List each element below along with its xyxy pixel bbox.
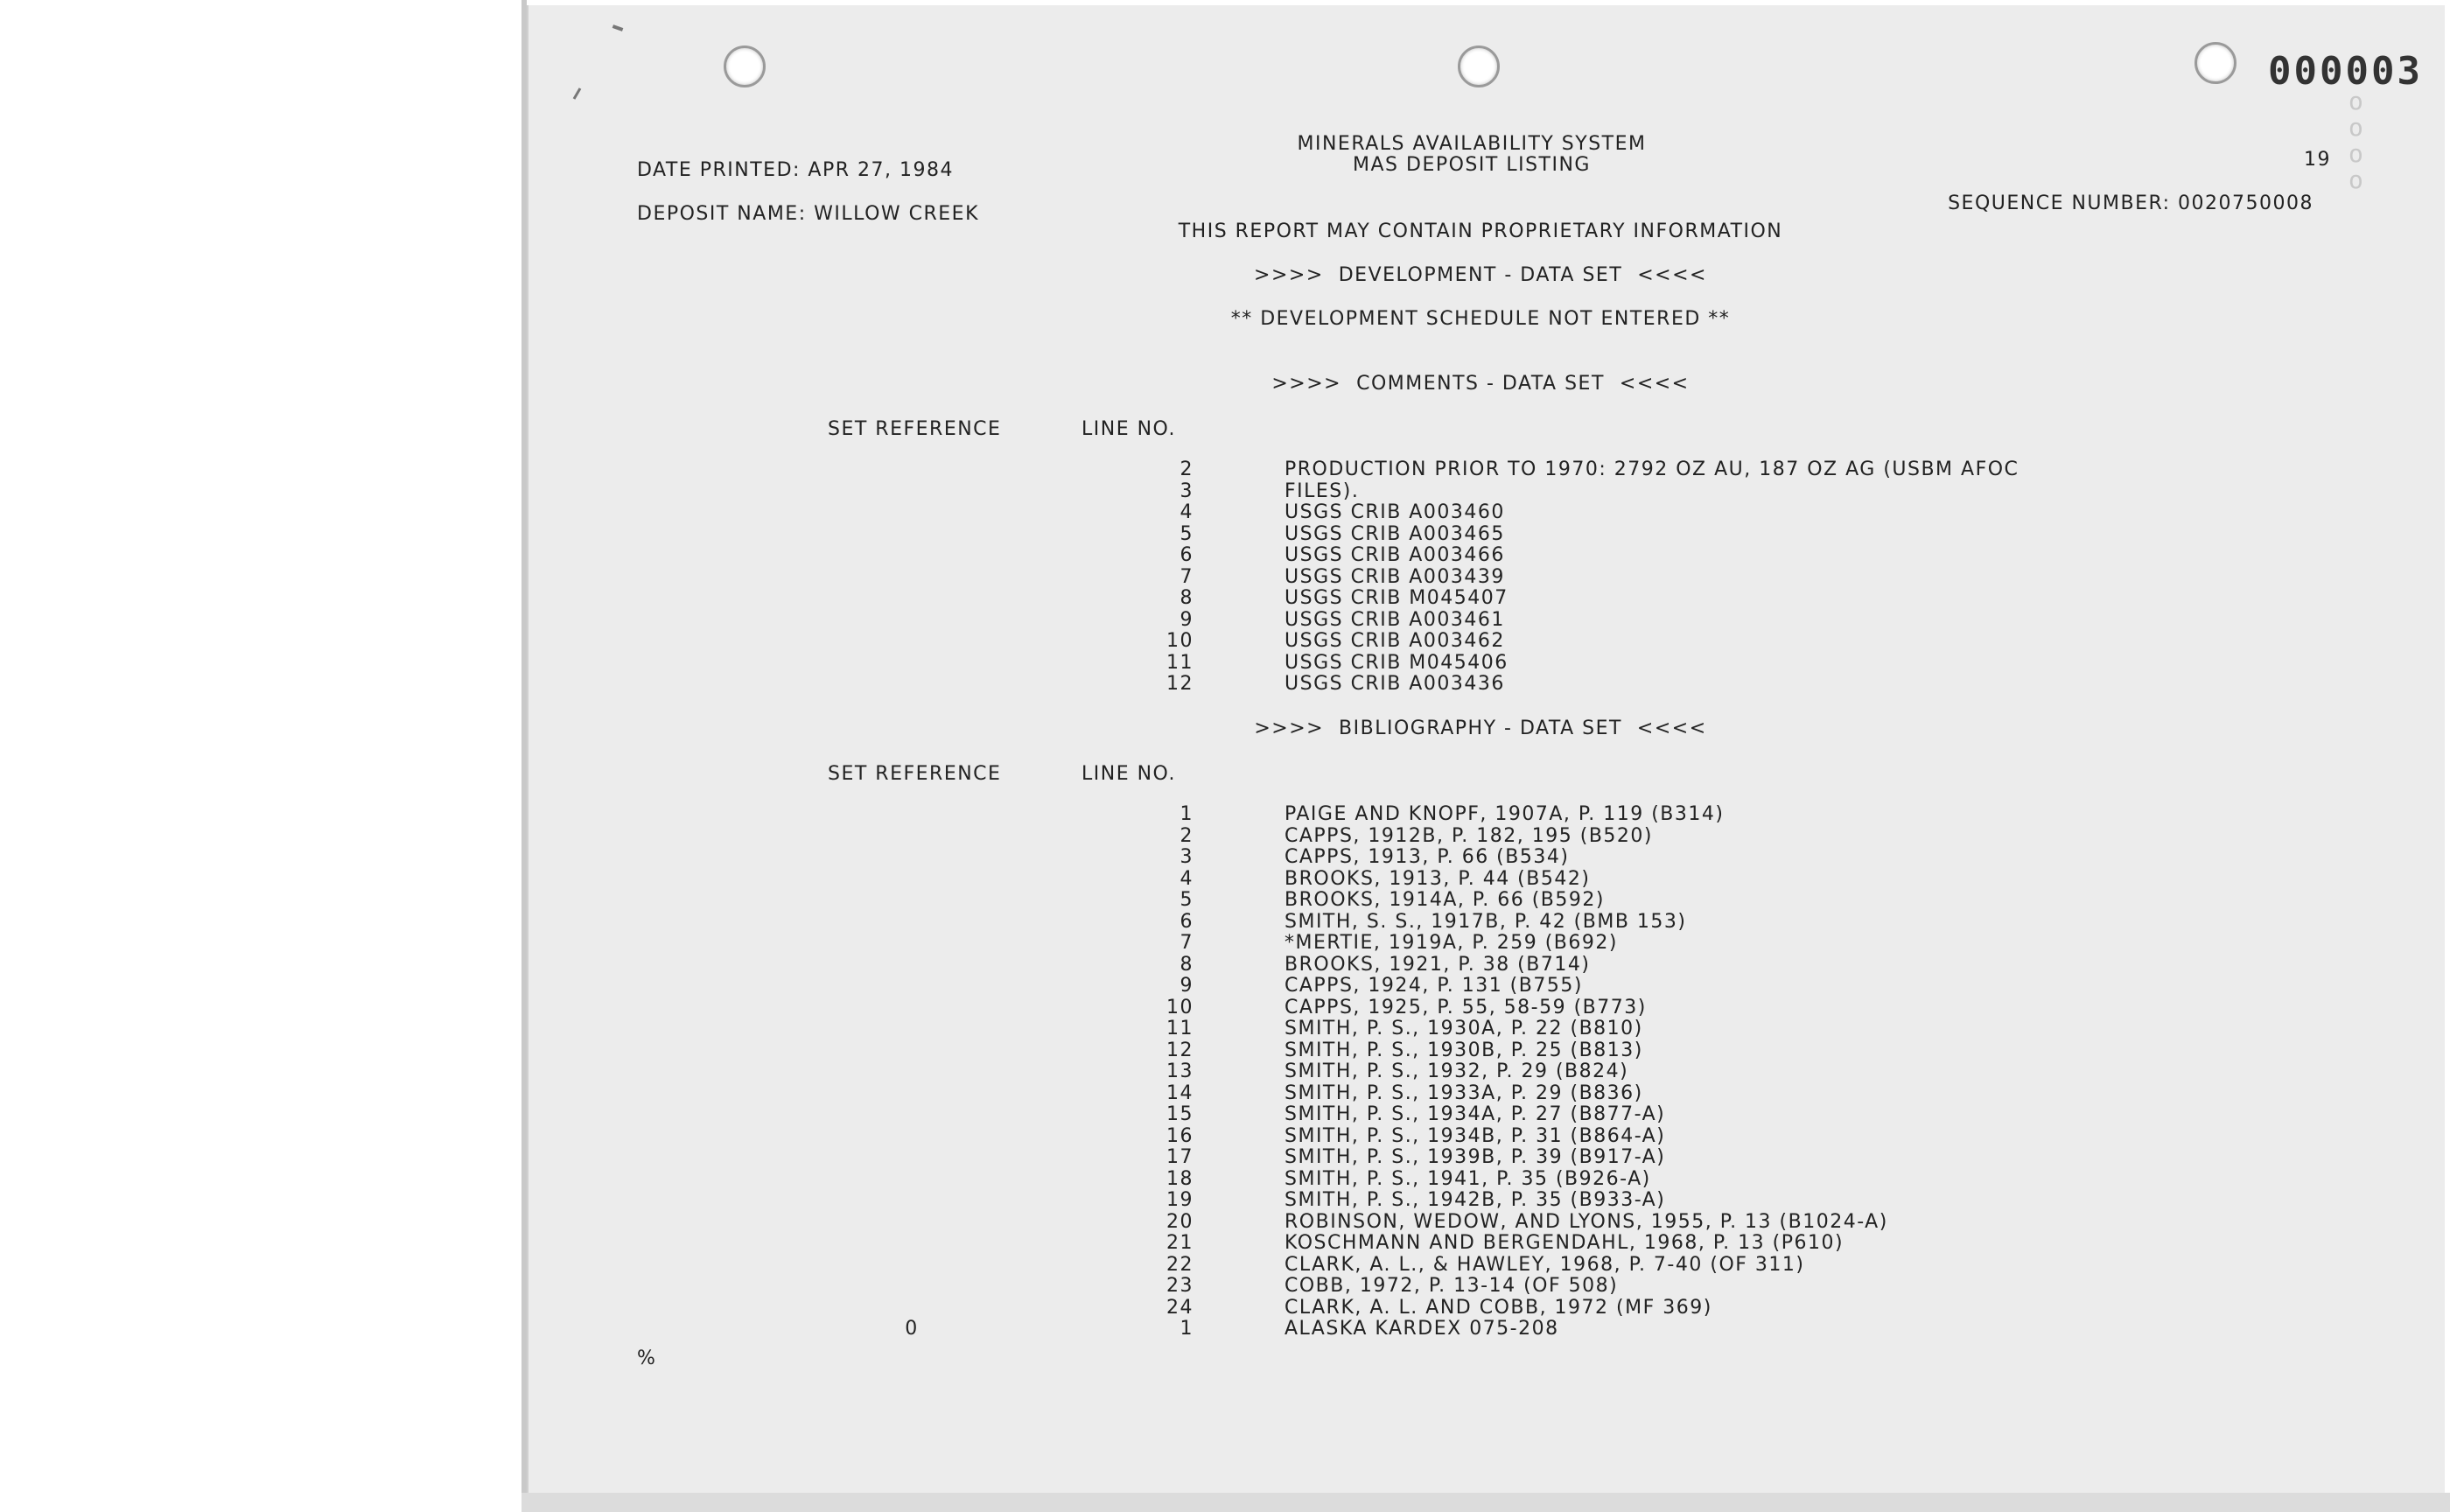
line-number-cell: 9 (1180, 975, 1194, 997)
entry-text-cell: FILES). (1284, 480, 1360, 502)
line-number-cell: 15 (1166, 1103, 1194, 1125)
table-row (528, 609, 2445, 631)
line-number-cell: 22 (1166, 1253, 1194, 1276)
bibliography-col-line-no: LINE NO. (1082, 763, 1176, 785)
entry-text-cell: KOSCHMANN AND BERGENDAHL, 1968, P. 13 (P610) (1284, 1232, 1844, 1254)
development-heading: >>>> DEVELOPMENT - DATA SET <<<< (1254, 264, 1707, 286)
table-row (528, 1211, 2445, 1233)
line-number-cell: 12 (1166, 1039, 1194, 1061)
entry-text-cell: SMITH, P. S., 1939B, P. 39 (B917-A) (1284, 1146, 1666, 1168)
table-row (528, 501, 2445, 523)
line-number-cell: 2 (1180, 824, 1194, 847)
line-number-cell: 6 (1180, 544, 1194, 566)
line-number-cell: 3 (1180, 480, 1194, 502)
entry-text-cell: USGS CRIB M045407 (1284, 587, 1508, 609)
line-number-cell: 20 (1166, 1210, 1194, 1233)
line-number-cell: 19 (1166, 1189, 1194, 1211)
date-printed: DATE PRINTED: APR 27, 1984 (637, 159, 954, 181)
table-row (528, 1103, 2445, 1125)
table-row (528, 932, 2445, 954)
table-row (528, 1232, 2445, 1254)
entry-text-cell: USGS CRIB A003466 (1284, 544, 1505, 566)
table-row (528, 1040, 2445, 1061)
end-mark: % (637, 1348, 657, 1369)
entry-text-cell: SMITH, S. S., 1917B, P. 42 (BMB 153) (1284, 910, 1687, 933)
table-row (528, 846, 2445, 868)
table-row (528, 1254, 2445, 1276)
line-number-cell: 10 (1166, 996, 1194, 1018)
line-number-cell: 7 (1180, 565, 1194, 588)
bibliography-heading: >>>> BIBLIOGRAPHY - DATA SET <<<< (1254, 718, 1707, 739)
table-row (528, 803, 2445, 825)
line-number-cell: 1 (1180, 803, 1194, 825)
page-stamp: 000003 (2268, 49, 2423, 94)
punch-hole-icon (1458, 46, 1500, 88)
entry-text-cell: CLARK, A. L., & HAWLEY, 1968, P. 7-40 (OF 311) (1284, 1253, 1805, 1276)
table-row (528, 997, 2445, 1018)
line-number-cell: 5 (1180, 522, 1194, 545)
line-number-cell: 16 (1166, 1124, 1194, 1147)
line-number-cell: 8 (1180, 953, 1194, 976)
line-number-cell: 4 (1180, 867, 1194, 890)
entry-text-cell: SMITH, P. S., 1930B, P. 25 (B813) (1284, 1039, 1643, 1061)
entry-text-cell: SMITH, P. S., 1933A, P. 29 (B836) (1284, 1082, 1643, 1104)
line-number-cell: 21 (1166, 1232, 1194, 1254)
line-number-cell: 11 (1166, 651, 1194, 674)
entry-text-cell: CAPPS, 1913, P. 66 (B534) (1284, 846, 1570, 868)
table-row (528, 1318, 2445, 1340)
line-number-cell: 12 (1166, 673, 1194, 695)
line-number-cell: 7 (1180, 932, 1194, 954)
entry-text-cell: ALASKA KARDEX 075-208 (1284, 1318, 1559, 1340)
table-row (528, 954, 2445, 976)
line-number-cell: 3 (1180, 846, 1194, 868)
line-number-cell: 1 (1180, 1318, 1194, 1340)
line-number-cell: 23 (1166, 1275, 1194, 1297)
comments-col-line-no: LINE NO. (1082, 418, 1176, 440)
entry-text-cell: SMITH, P. S., 1934B, P. 31 (B864-A) (1284, 1124, 1666, 1147)
proprietary-notice: THIS REPORT MAY CONTAIN PROPRIETARY INFORMATION (1178, 220, 1783, 242)
line-number-cell: 18 (1166, 1167, 1194, 1190)
entry-text-cell: CLARK, A. L. AND COBB, 1972 (MF 369) (1284, 1296, 1712, 1319)
entry-text-cell: USGS CRIB A003461 (1284, 608, 1505, 631)
table-row (528, 652, 2445, 674)
entry-text-cell: USGS CRIB A003465 (1284, 522, 1505, 545)
entry-text-cell: BROOKS, 1914A, P. 66 (B592) (1284, 889, 1605, 911)
table-row (528, 523, 2445, 545)
line-number-cell: 6 (1180, 910, 1194, 933)
entry-text-cell: CAPPS, 1925, P. 55, 58-59 (B773) (1284, 996, 1647, 1018)
entry-text-cell: USGS CRIB A003460 (1284, 501, 1505, 523)
entry-text-cell: SMITH, P. S., 1930A, P. 22 (B810) (1284, 1018, 1643, 1040)
table-row (528, 975, 2445, 997)
entry-text-cell: *MERTIE, 1919A, P. 259 (B692) (1284, 932, 1618, 954)
entry-text-cell: SMITH, P. S., 1941, P. 35 (B926-A) (1284, 1167, 1651, 1190)
line-number-cell: 9 (1180, 608, 1194, 631)
table-row (528, 1168, 2445, 1190)
entry-text-cell: SMITH, P. S., 1932, P. 29 (B824) (1284, 1060, 1629, 1082)
entry-text-cell: USGS CRIB A003436 (1284, 673, 1505, 695)
comments-heading: >>>> COMMENTS - DATA SET <<<< (1271, 373, 1690, 395)
line-number-cell: 11 (1166, 1018, 1194, 1040)
table-row (528, 1146, 2445, 1168)
line-number-cell: 8 (1180, 587, 1194, 609)
table-row (528, 480, 2445, 502)
entry-text-cell: CAPPS, 1912B, P. 182, 195 (B520) (1284, 824, 1654, 847)
line-number-cell: 5 (1180, 889, 1194, 911)
punch-hole-icon (2194, 42, 2236, 84)
entry-text-cell: SMITH, P. S., 1942B, P. 35 (B933-A) (1284, 1189, 1666, 1211)
table-row (528, 566, 2445, 588)
entry-text-cell: PRODUCTION PRIOR TO 1970: 2792 OZ AU, 187 OZ AG (USBM AFOC (1284, 458, 2020, 480)
entry-text-cell: SMITH, P. S., 1934A, P. 27 (B877-A) (1284, 1103, 1666, 1125)
table-row (528, 630, 2445, 652)
table-row (528, 889, 2445, 911)
bibliography-col-set-reference: SET REFERENCE (828, 763, 1002, 785)
entry-text-cell: PAIGE AND KNOPF, 1907A, P. 119 (B314) (1284, 803, 1725, 825)
entry-text-cell: USGS CRIB A003439 (1284, 565, 1505, 588)
table-row (528, 544, 2445, 566)
line-number-cell: 14 (1166, 1082, 1194, 1104)
table-row (528, 1297, 2445, 1319)
table-row (528, 1082, 2445, 1104)
table-row (528, 825, 2445, 847)
line-number-cell: 10 (1166, 630, 1194, 652)
sequence-number: SEQUENCE NUMBER: 0020750008 (1948, 192, 2314, 214)
entry-text-cell: BROOKS, 1921, P. 38 (B714) (1284, 953, 1591, 976)
table-row (528, 1060, 2445, 1082)
faint-bleed-through: o o o o (2348, 87, 2365, 194)
scan-bottom-band (522, 1493, 2450, 1512)
line-number-cell: 4 (1180, 501, 1194, 523)
line-number-cell: 13 (1166, 1060, 1194, 1082)
entry-text-cell: COBB, 1972, P. 13-14 (OF 508) (1284, 1275, 1619, 1297)
table-row (528, 1275, 2445, 1297)
table-row (528, 673, 2445, 695)
table-row (528, 868, 2445, 890)
entry-text-cell: BROOKS, 1913, P. 44 (B542) (1284, 867, 1591, 890)
entry-text-cell: CAPPS, 1924, P. 131 (B755) (1284, 975, 1583, 997)
entry-text-cell: ROBINSON, WEDOW, AND LYONS, 1955, P. 13 (B1024-A) (1284, 1210, 1888, 1233)
scan-speck (573, 88, 582, 100)
set-reference-cell: 0 (905, 1318, 919, 1340)
development-note: ** DEVELOPMENT SCHEDULE NOT ENTERED ** (1230, 308, 1731, 330)
table-row (528, 1125, 2445, 1147)
page-number: 19 (2304, 149, 2331, 171)
printout-page (527, 5, 2445, 1493)
table-row (528, 1189, 2445, 1211)
punch-hole-icon (724, 46, 766, 88)
comments-col-set-reference: SET REFERENCE (828, 418, 1002, 440)
line-number-cell: 2 (1180, 458, 1194, 480)
system-title: MINERALS AVAILABILITY SYSTEM (1297, 133, 1647, 155)
line-number-cell: 17 (1166, 1146, 1194, 1168)
entry-text-cell: USGS CRIB M045406 (1284, 651, 1508, 674)
table-row (528, 1018, 2445, 1040)
line-number-cell: 24 (1166, 1296, 1194, 1319)
entry-text-cell: USGS CRIB A003462 (1284, 630, 1505, 652)
deposit-name: DEPOSIT NAME: WILLOW CREEK (637, 203, 980, 225)
table-row (528, 587, 2445, 609)
listing-title: MAS DEPOSIT LISTING (1353, 154, 1591, 176)
scan-speck (612, 24, 624, 32)
table-row (528, 458, 2445, 480)
table-row (528, 911, 2445, 933)
